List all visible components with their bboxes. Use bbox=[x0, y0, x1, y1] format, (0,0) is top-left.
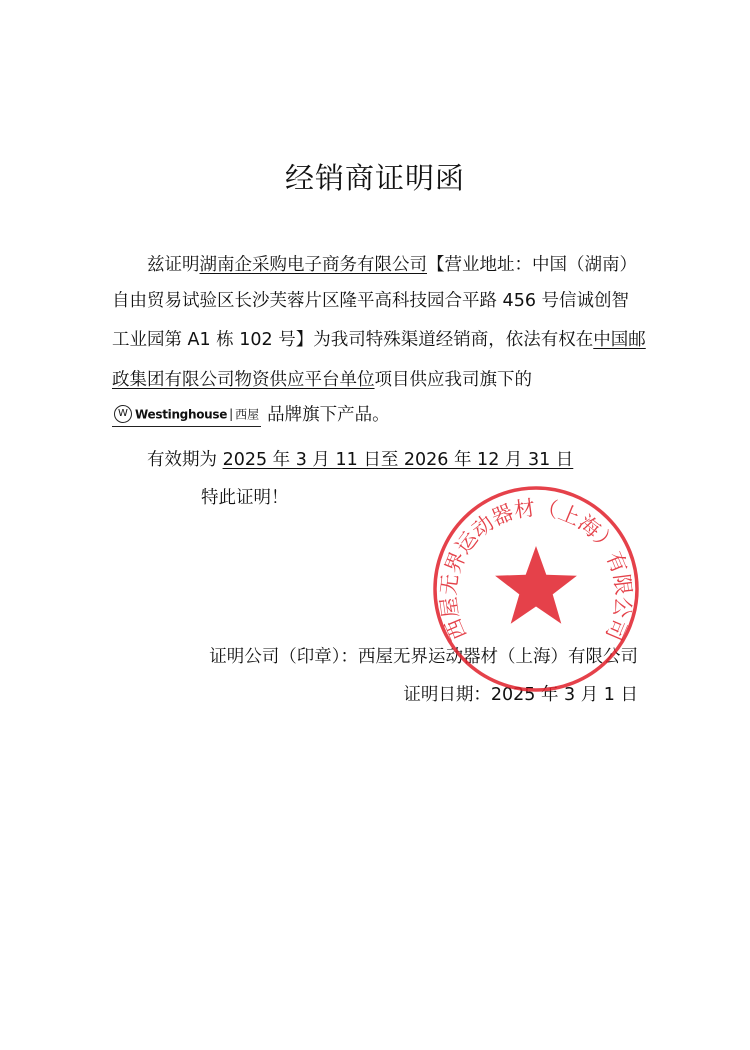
logo-separator: | bbox=[229, 407, 234, 421]
body-line-4 bbox=[112, 368, 532, 392]
validity-label: 有效期为 bbox=[147, 450, 217, 470]
body-line-1 bbox=[147, 253, 637, 277]
distributor-company-name: 湖南企采购电子商务有限公司 bbox=[199, 255, 427, 275]
logo-chinese-text: 西屋 bbox=[235, 407, 260, 421]
body-line-2: 自由贸易试验区长沙芙蓉片区隆平高科技园合平路 456 号信诚创智 bbox=[112, 291, 630, 311]
validity-line bbox=[147, 448, 573, 472]
logo-brand-text: Westinghouse bbox=[135, 407, 228, 421]
brand-products-text: 品牌旗下产品。 bbox=[267, 405, 390, 425]
seal-star-icon bbox=[495, 546, 577, 624]
seal-text bbox=[436, 496, 635, 644]
closing-text: 特此证明！ bbox=[201, 488, 289, 508]
intro-text: 兹证明 bbox=[147, 255, 200, 275]
address-end-text: 工业园第 A1 栋 102 号】为我司特殊渠道经销商，依法有权在 bbox=[112, 330, 594, 350]
address-start: 【营业地址：中国（湖南） bbox=[427, 255, 637, 275]
westinghouse-logo bbox=[112, 404, 261, 427]
document-title: 经销商证明函 bbox=[284, 161, 465, 195]
certification-date: 证明日期：2025 年 3 月 1 日 bbox=[403, 685, 638, 705]
westinghouse-w-icon: W bbox=[114, 405, 132, 423]
certifying-company: 证明公司（印章）：西屋无界运动器材（上海）有限公司 bbox=[209, 647, 638, 667]
supply-text: 项目供应我司旗下的 bbox=[374, 370, 532, 390]
body-line-3 bbox=[112, 328, 646, 352]
project-name-part-1: 中国邮 bbox=[593, 330, 646, 350]
seal-text-path: 西屋无界运动器材（上海）有限公司 bbox=[436, 495, 636, 644]
body-line-5 bbox=[112, 403, 390, 427]
project-name-part-2: 政集团有限公司物资供应平台单位 bbox=[112, 370, 375, 390]
validity-period: 2025 年 3 月 11 日至 2026 年 12 月 31 日 bbox=[222, 450, 574, 470]
